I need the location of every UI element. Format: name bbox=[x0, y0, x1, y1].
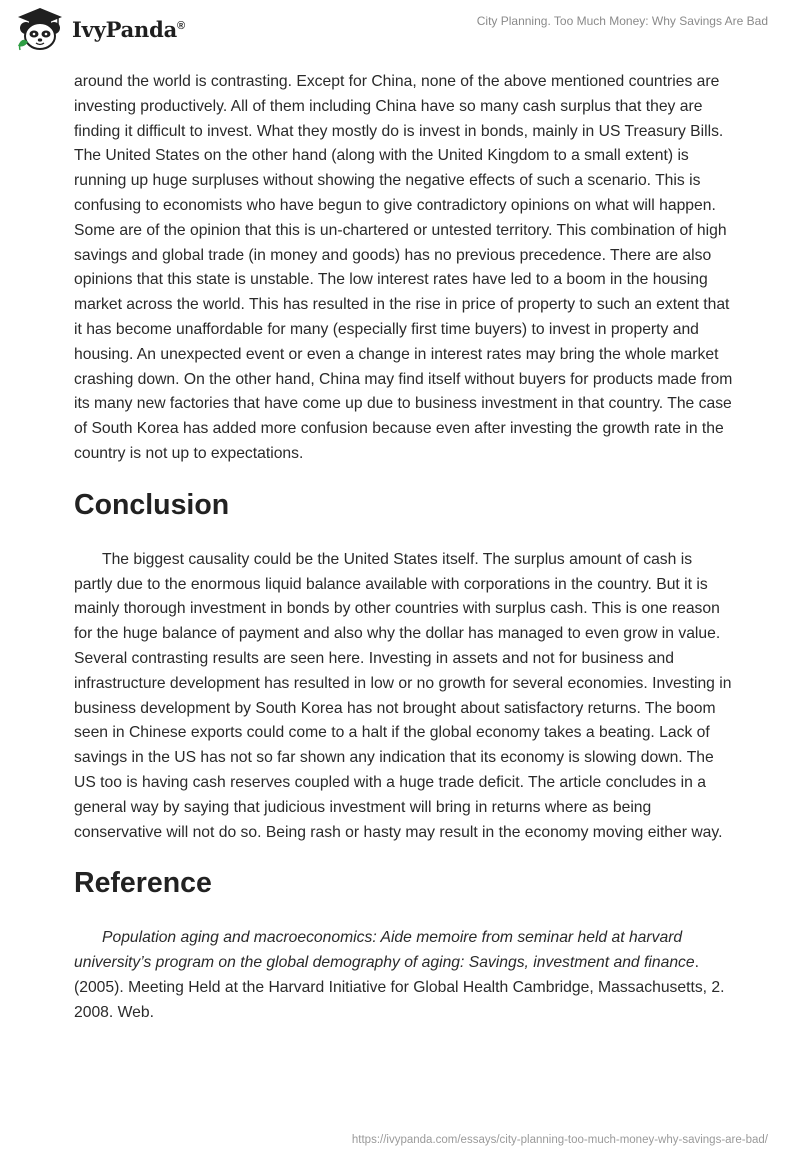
intro-paragraph: around the world is contrasting. Except for China, none of the above mentioned countries are investing productively. All of them including China have so many cash surplus that they are finding it difficult to invest. What they mostly do is invest in bonds, mainly in US Treasury Bills. The United States on the other hand (along with the United Kingdom to a small extent) is running up huge surpluses without showing the negative effects of such a scenario. This is confusing to economists who have begun to give contradictory opinions on what will happen. Some are of the opinion that this is un-chartered or untested territory. This combination of high savings and global trade (in money and goods) has no previous precedence. There are also opinions that this state is unstable. The low interest rates have led to a boom in the housing market across the world. This has resulted in the rise in price of property to such an extent that it has become unaffordable for many (especially first time buyers) to invest in property and housing. An unexpected event or even a change in interest rates may bring the whole market crashing down. On the other hand, China may find itself without buyers for products made from its many new factories that have come up due to business investment in that country. The case of South Korea has added more confusion because even after investing the growth rate in the country is not up to expectations. bbox=[74, 73, 733, 462]
reference-title: Population aging and macroeconomics: Aide memoire from seminar held at harvard university’s program on the global demography of aging: Savings, investment and finance bbox=[74, 929, 695, 972]
brand-name: IvyPanda® bbox=[72, 16, 185, 42]
brand-logo[interactable] bbox=[14, 6, 185, 52]
conclusion-heading: Conclusion bbox=[74, 488, 230, 521]
article-body bbox=[74, 70, 734, 1026]
reference-details: . (2005). Meeting Held at the Harvard Initiative for Global Health Cambridge, Massachusetts, 2. 2008. Web. bbox=[74, 954, 725, 1021]
document-title: City Planning. Too Much Money: Why Savings Are Bad bbox=[476, 14, 768, 28]
conclusion-paragraph: The biggest causality could be the United States itself. The surplus amount of cash is partly due to the enormous liquid balance available with corporations in the country. But it is mainly thorough investment in bonds by other countries with surplus cash. This is one reason for the huge balance of payment and also why the dollar has managed to even grow in value. Several contrasting results are seen here. Investing in assets and not for business and infrastructure development has resulted in low or no growth for several economies. Investing in business development by South Korea has not brought about satisfactory returns. The boom seen in Chinese exports could come to a halt if the global economy takes a beating. Lack of savings in the US has not so far shown any indication that its economy is slowing down. The US too is having cash reserves coupled with a huge trade deficit. The article concludes in a general way by saying that judicious investment will bring in returns where as being conservative will not do so. Being rash or hasty may result in the economy moving either way. bbox=[74, 550, 732, 841]
footer-url[interactable]: https://ivypanda.com/essays/city-planning-too-much-money-why-savings-are-bad/ bbox=[351, 1134, 768, 1146]
reference-entry bbox=[74, 926, 734, 1025]
page-header bbox=[0, 0, 800, 62]
panda-graduate-icon bbox=[14, 6, 66, 52]
reference-heading: Reference bbox=[74, 867, 212, 900]
